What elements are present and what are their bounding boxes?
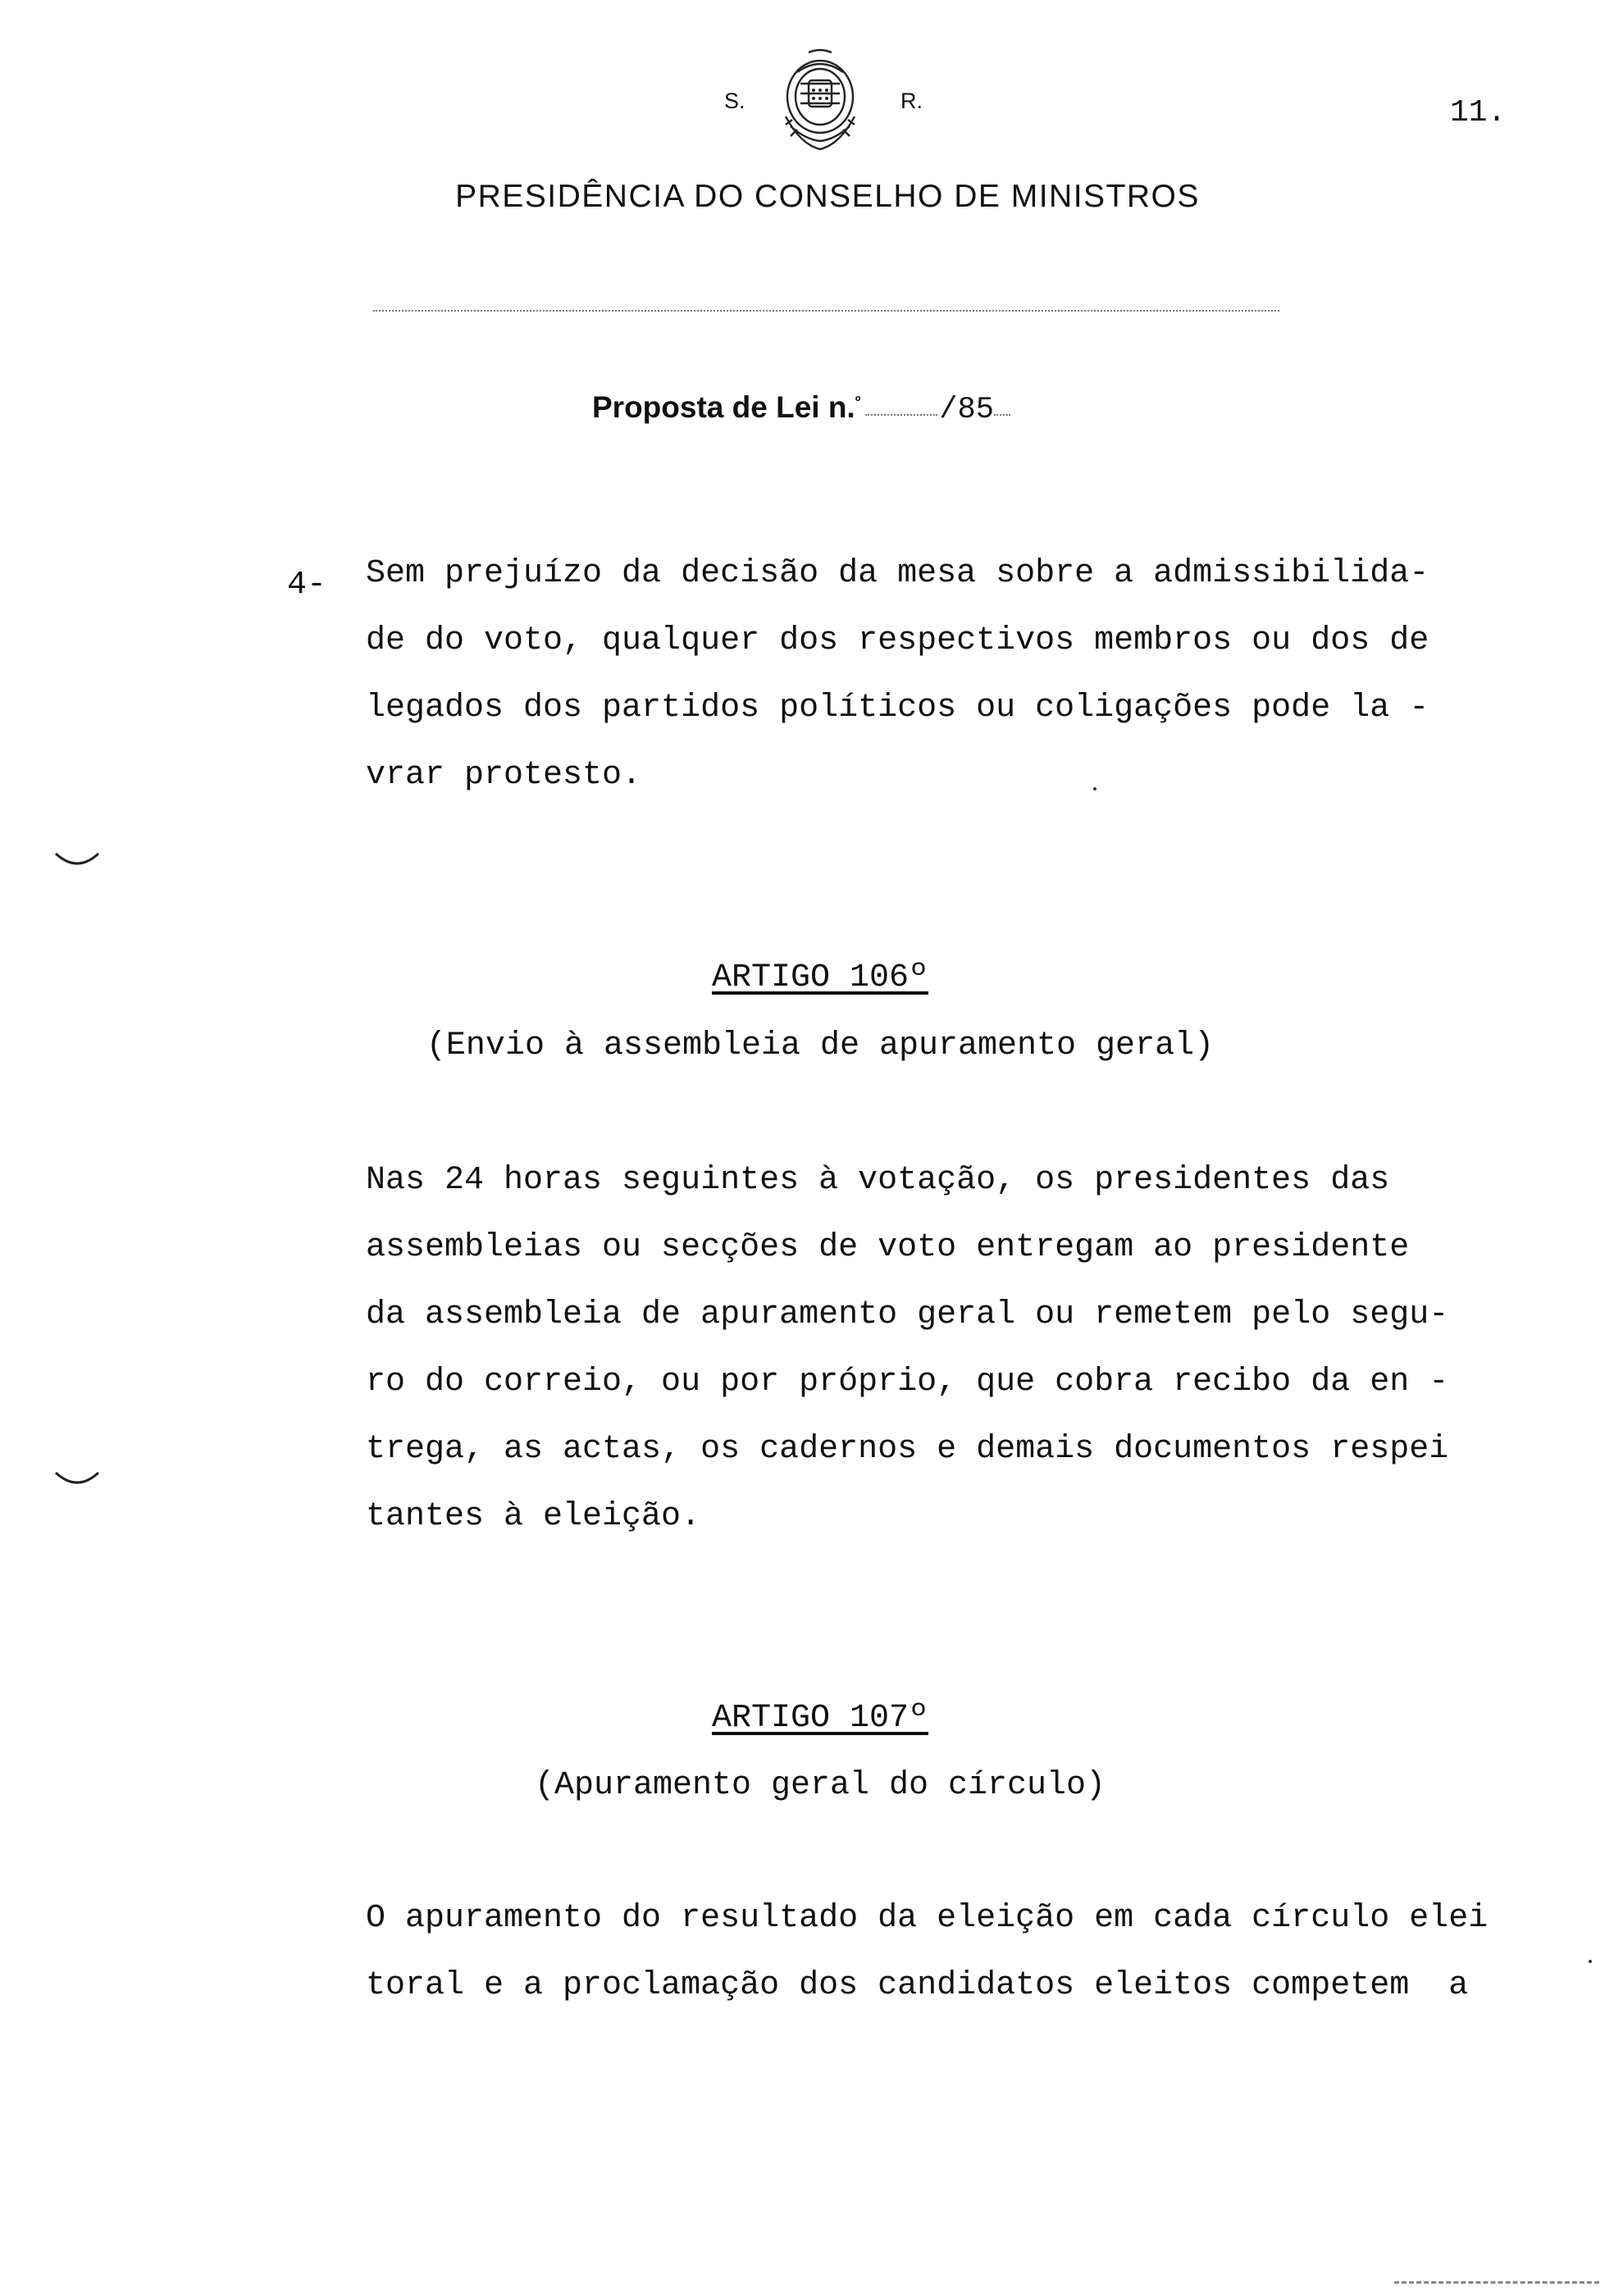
paragraph-line: O apuramento do resultado da eleição em cada círculo elei bbox=[366, 1900, 1489, 1937]
scan-speck bbox=[1093, 787, 1097, 790]
paragraph-line: da assembleia de apuramento geral ou remetem pelo segu- bbox=[366, 1296, 1449, 1333]
article-107-body bbox=[366, 1885, 1488, 2020]
proposal-label: Proposta de Lei n. bbox=[592, 390, 855, 424]
letterhead-initial-r: R. bbox=[900, 89, 923, 113]
paragraph-line: legados dos partidos políticos ou coligações pode la - bbox=[366, 690, 1429, 727]
ministry-heading: PRESIDÊNCIA DO CONSELHO DE MINISTROS bbox=[455, 179, 1200, 214]
dotted-rule bbox=[373, 310, 1279, 312]
proposal-line bbox=[592, 390, 1010, 427]
scan-speck bbox=[1589, 1960, 1592, 1963]
article-107-subtitle: (Apuramento geral do círculo) bbox=[534, 1767, 1106, 1804]
paragraph-line: trega, as actas, os cadernos e demais documentos respei bbox=[366, 1431, 1449, 1468]
blank-fill-line bbox=[865, 414, 937, 416]
paragraph-line: assembleias ou secções de voto entregam ao presidente bbox=[366, 1229, 1410, 1266]
article-106-body bbox=[366, 1147, 1448, 1551]
paragraph-line: tantes à eleição. bbox=[366, 1498, 701, 1535]
coat-of-arms-icon bbox=[768, 48, 873, 157]
letterhead-initial-s: S. bbox=[724, 89, 745, 113]
paragraph-line: ro do correio, ou por próprio, que cobra recibo da en - bbox=[366, 1364, 1449, 1401]
paragraph-line: vrar protesto. bbox=[366, 757, 642, 794]
paragraph-line: Sem prejuízo da decisão da mesa sobre a admissibilida- bbox=[366, 555, 1429, 592]
proposal-superscript: º bbox=[855, 393, 861, 410]
margin-punch-mark bbox=[52, 1468, 102, 1489]
paragraph-number: 4- bbox=[287, 567, 327, 604]
paragraph-4 bbox=[366, 540, 1429, 809]
article-107-title: ARTIGO 107º bbox=[711, 1700, 929, 1737]
blank-fill-tail bbox=[994, 414, 1010, 416]
paragraph-line: Nas 24 horas seguintes à votação, os presidentes das bbox=[366, 1162, 1390, 1199]
page-number: 11. bbox=[1450, 95, 1507, 130]
paragraph-line: toral e a proclamação dos candidatos eleitos competem a bbox=[366, 1967, 1469, 2004]
proposal-number: /85 bbox=[939, 393, 994, 427]
scan-edge-mark bbox=[1394, 2281, 1599, 2284]
margin-punch-mark bbox=[52, 849, 102, 870]
paragraph-line: de do voto, qualquer dos respectivos membros ou dos de bbox=[366, 622, 1429, 659]
article-106-title: ARTIGO 106º bbox=[711, 959, 929, 996]
article-106-subtitle: (Envio à assembleia de apuramento geral) bbox=[426, 1027, 1215, 1064]
